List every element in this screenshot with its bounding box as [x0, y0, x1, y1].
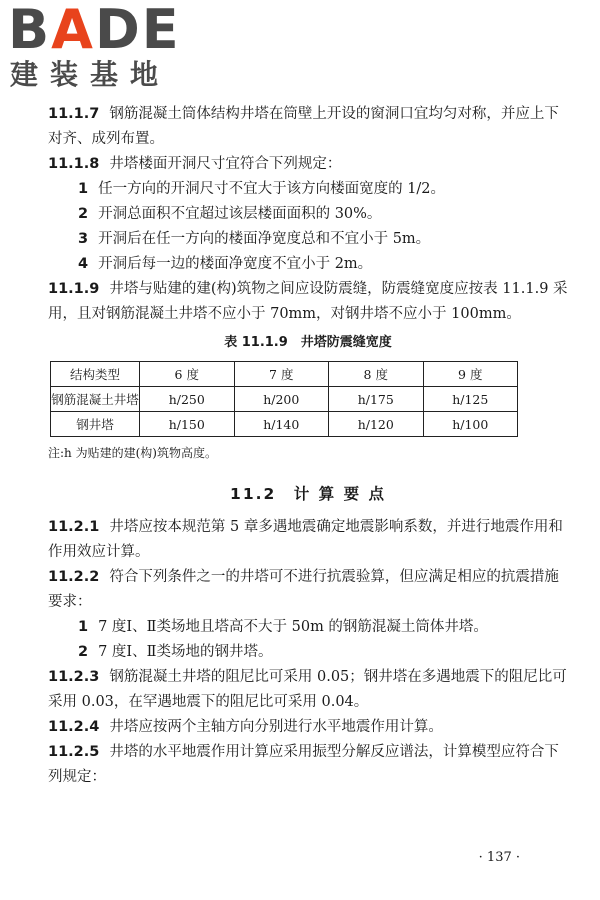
- table-cell: 钢筋混凝土井塔: [51, 387, 140, 412]
- page-content: [48, 102, 568, 790]
- item-text: 开洞总面积不宜超过该层楼面面积的 30%。: [98, 206, 382, 222]
- table-header-cell: 9 度: [423, 362, 518, 387]
- table-caption: 表 11.1.9 井塔防震缝宽度: [224, 335, 392, 350]
- logo-tagline: 建装基地: [10, 58, 171, 91]
- table-header-cell: 8 度: [329, 362, 424, 387]
- table-cell: h/120: [329, 412, 424, 437]
- logo-accent-letter: A: [51, 0, 95, 61]
- table-cell: h/200: [234, 387, 329, 412]
- list-item: [48, 640, 568, 665]
- item-text: 7 度Ⅰ、Ⅱ类场地的钢井塔。: [98, 644, 273, 660]
- item-number: 3: [78, 231, 89, 247]
- clause-text: 钢筋混凝土筒体结构井塔在筒壁上开设的窗洞口宜均匀对称，并应上下对齐、成列布置。: [48, 106, 559, 147]
- clause-number: 11.2.2: [48, 569, 100, 585]
- item-number: 2: [78, 206, 89, 222]
- table-row: [51, 412, 518, 437]
- table-header-cell: 6 度: [140, 362, 235, 387]
- clause: [48, 740, 568, 790]
- clause-text: 井塔应按本规范第 5 章多遇地震确定地震影响系数，并进行地震作用和作用效应计算。: [48, 519, 563, 560]
- item-number: 4: [78, 256, 89, 272]
- item-number: 2: [78, 644, 89, 660]
- list-item: [48, 615, 568, 640]
- clause-number: 11.2.1: [48, 519, 100, 535]
- table-header-cell: 结构类型: [51, 362, 140, 387]
- clause-number: 11.1.7: [48, 106, 100, 122]
- table-header-cell: 7 度: [234, 362, 329, 387]
- item-text: 开洞后每一边的楼面净宽度不宜小于 2m。: [98, 256, 373, 272]
- clause-text: 井塔与贴建的建(构)筑物之间应设防震缝，防震缝宽度应按表 11.1.9 采用，且对钢筋混凝土井塔不应小于 70mm，对钢井塔不应小于 100mm。: [48, 281, 568, 322]
- table-row: [51, 387, 518, 412]
- clause: [48, 152, 568, 177]
- table-cell: h/175: [329, 387, 424, 412]
- page-number: · 137 ·: [478, 850, 520, 865]
- clause: [48, 565, 568, 615]
- clause-text: 符合下列条件之一的井塔可不进行抗震验算，但应满足相应的抗震措施要求：: [48, 569, 559, 610]
- logo-wordmark: BADE: [8, 0, 181, 61]
- table-cell: h/150: [140, 412, 235, 437]
- table-cell: h/100: [423, 412, 518, 437]
- table-cell: h/125: [423, 387, 518, 412]
- clause-text: 钢筋混凝土井塔的阻尼比可采用 0.05；钢井塔在多遇地震下的阻尼比可采用 0.03，在罕遇地震下的阻尼比可采用 0.04。: [48, 669, 567, 710]
- clause: [48, 665, 568, 715]
- clause-number: 11.2.3: [48, 669, 100, 685]
- item-text: 7 度Ⅰ、Ⅱ类场地且塔高不大于 50m 的钢筋混凝土筒体井塔。: [98, 619, 488, 635]
- clause-number: 11.1.8: [48, 156, 100, 172]
- table-cell: h/140: [234, 412, 329, 437]
- clause: [48, 277, 568, 327]
- item-text: 任一方向的开洞尺寸不宜大于该方向楼面宽度的 1/2。: [98, 181, 446, 197]
- table-header-row: [51, 362, 518, 387]
- clause-text: 井塔的水平地震作用计算应采用振型分解反应谱法，计算模型应符合下列规定：: [48, 744, 559, 785]
- list-item: [48, 202, 568, 227]
- clause: [48, 515, 568, 565]
- item-number: 1: [78, 181, 89, 197]
- clause-text: 井塔楼面开洞尺寸宜符合下列规定：: [109, 156, 342, 172]
- clause: [48, 102, 568, 152]
- section-title: 11.2 计 算 要 点: [230, 485, 386, 503]
- list-item: [48, 177, 568, 202]
- brand-logo: [8, 2, 208, 98]
- table-note: 注:h 为贴建的建(构)筑物高度。: [48, 446, 217, 460]
- clause: [48, 715, 568, 740]
- table-cell: 钢井塔: [51, 412, 140, 437]
- clause-number: 11.2.4: [48, 719, 100, 735]
- list-item: [48, 227, 568, 252]
- clause-text: 井塔应按两个主轴方向分别进行水平地震作用计算。: [109, 719, 443, 735]
- item-text: 开洞后在任一方向的楼面净宽度总和不宜小于 5m。: [98, 231, 431, 247]
- seismic-joint-table: [50, 361, 518, 437]
- clause-number: 11.1.9: [48, 281, 100, 297]
- clause-number: 11.2.5: [48, 744, 100, 760]
- list-item: [48, 252, 568, 277]
- table-cell: h/250: [140, 387, 235, 412]
- item-number: 1: [78, 619, 89, 635]
